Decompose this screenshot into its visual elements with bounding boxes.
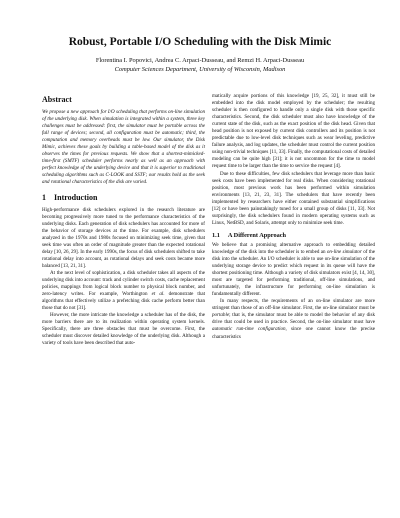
subsection-heading xyxy=(212,232,375,240)
intro-paragraph-3-cont: matically acquire portions of this knowledge [19, 25, 32], it must still be embedded into the disk model employed by the scheduler; the resulting scheduler is then configured to handle only a single disk with those specific characteristics. Second, the disk scheduler must also have knowledge of the current state of the disk, such as the exact position of the disk head. Given that head position is not exposed by current disk controllers and its position is not predictable due to low-level disk techniques such as wear leveling, predictive failure analysis, and log updates, the scheduler must control the current position using non-trivial techniques [11, 33]. Finally, the computational costs of detailed modeling can be quite high [31]; it is not uncommon for the time to model request time to be larger than the time to service the request [4]. xyxy=(212,93,375,170)
text-run: of the disk into the scheduler. An I/O scheduler is able to use on-line simulation of the underlying storage device to predict which request in its queue will have the shortest positioning time. Although a variety of disk simulators exist [4, 14, 30], most are targeted for performing traditional, off-line simulations, and unfortunately, the infrastructure for performing on-line simulation is fundamentally different. xyxy=(212,248,375,298)
text-run: In many respects, the requirements of an on-line simulator are more stringent than those of an off-line simulator. First, the on-line simulator must be xyxy=(212,298,375,312)
text-run: ; that is, the simulator must be able to model the behavior of any disk drive that could be used in practice. Second, the on-line simulator must have xyxy=(212,312,375,326)
abstract-text: We propose a new approach for I/O scheduling that performs on-line simulation of the underlying disk. When simulation is integrated within a system, three key challenges must be addressed: first, the simulator must be portable across the full range of devices; second, all configuration must be automatic; third, the computation and memory overheads must be low. Our simulator, the Disk Mimic, achieves these goals by building a table-based model of the disk as it observes the times for previous requests. We show that a shortest-mimicked-time-first (SMTF) scheduler performs nearly as well as an approach with perfect knowledge of the underlying device and that it is superior to traditional scheduling algorithms such as C-LOOK and SSTF; our results hold as the seek and rotational characteristics of the disk are varied. xyxy=(42,109,205,186)
intro-paragraph-1: High-performance disk schedulers explored in the research literature are becoming progressively more tuned to the performance characteristics of the underlying disks. Each generation of disk schedulers has accounted for more of the behavior of storage devices at the time. For example, disk schedulers analyzed in the 1970s and 1980s focused on minimizing seek time, given that seek time was often an order of magnitude greater than the expected rotational delay [10, 26, 29]. In the early 1990s, the focus of disk schedulers shifted to take rotational delay into account, as rotational delays and seek costs became more balanced [13, 21, 31]. xyxy=(42,206,206,269)
emphasis: automatic run-time configuration xyxy=(212,326,286,333)
subsection-paragraph-2 xyxy=(212,298,375,340)
text-run: We believe that a promising alternative approach to embedding detailed knowledge of the disk into the scheduler is to embed an xyxy=(212,241,375,255)
section-heading-introduction xyxy=(42,193,205,203)
intro-paragraph-3: However, the more intricate the knowledge a scheduler has of the disk, the more barriers there are to its realization within operating system kernels. Specifically, there are three obstacles that must be overcome. First, the scheduler must discover detailed knowledge of the underlying disk. Although a variety of tools have been described that auto- xyxy=(42,312,205,347)
emphasis: et al. xyxy=(151,291,165,298)
right-column xyxy=(212,93,375,341)
paper-authors: Florentina I. Popovici, Andrea C. Arpaci-Dusseau, and Remzi H. Arpaci-Dusseau xyxy=(95,57,305,64)
section-title: Introduction xyxy=(54,192,98,202)
subsection-number: 1.1 xyxy=(212,231,220,239)
text-run: demonstrate that algorithms that effectively utilize a prefetching disk cache perform better than those that do not [31]. xyxy=(42,291,205,312)
emphasis: portable xyxy=(212,312,230,319)
paper-title: Robust, Portable I/O Scheduling with the Disk Mimic xyxy=(68,36,332,48)
text-run: , since one cannot know the precise characteristics xyxy=(212,326,375,340)
intro-paragraph-2 xyxy=(42,270,205,312)
paper-affiliation: Computer Sciences Department, University of Wisconsin, Madison xyxy=(114,66,286,73)
subsection-paragraph-1 xyxy=(212,242,375,298)
intro-paragraph-4: Due to these difficulties, few disk schedulers that leverage more than basic seek costs have been implemented for real disks. When considering rotational position, most previous work has been performed within simulation environments [13, 21, 23, 31]. The schedulers that have recently been implemented by researchers have either contained substantial simplifications [12] or have been painstakingly tuned for a small group of disks [11, 33]. Not surprisingly, the disk schedulers found in modern operating systems such as Linux, NetBSD, and Solaris, attempt only to minimize seek time. xyxy=(212,170,375,226)
section-number: 1 xyxy=(42,192,46,202)
subsection-title: A Different Approach xyxy=(227,231,287,239)
left-column xyxy=(42,95,205,347)
text-run: At the next level of sophistication, a disk scheduler takes all aspects of the underlying disk into account: track and cylinder switch costs, cache replacement policies, mappings from logical block number to physical block number, and zero-latency writes. For example, Worthington xyxy=(42,269,205,298)
abstract-heading: Abstract xyxy=(42,95,72,104)
emphasis: on-line simulator xyxy=(326,248,362,255)
